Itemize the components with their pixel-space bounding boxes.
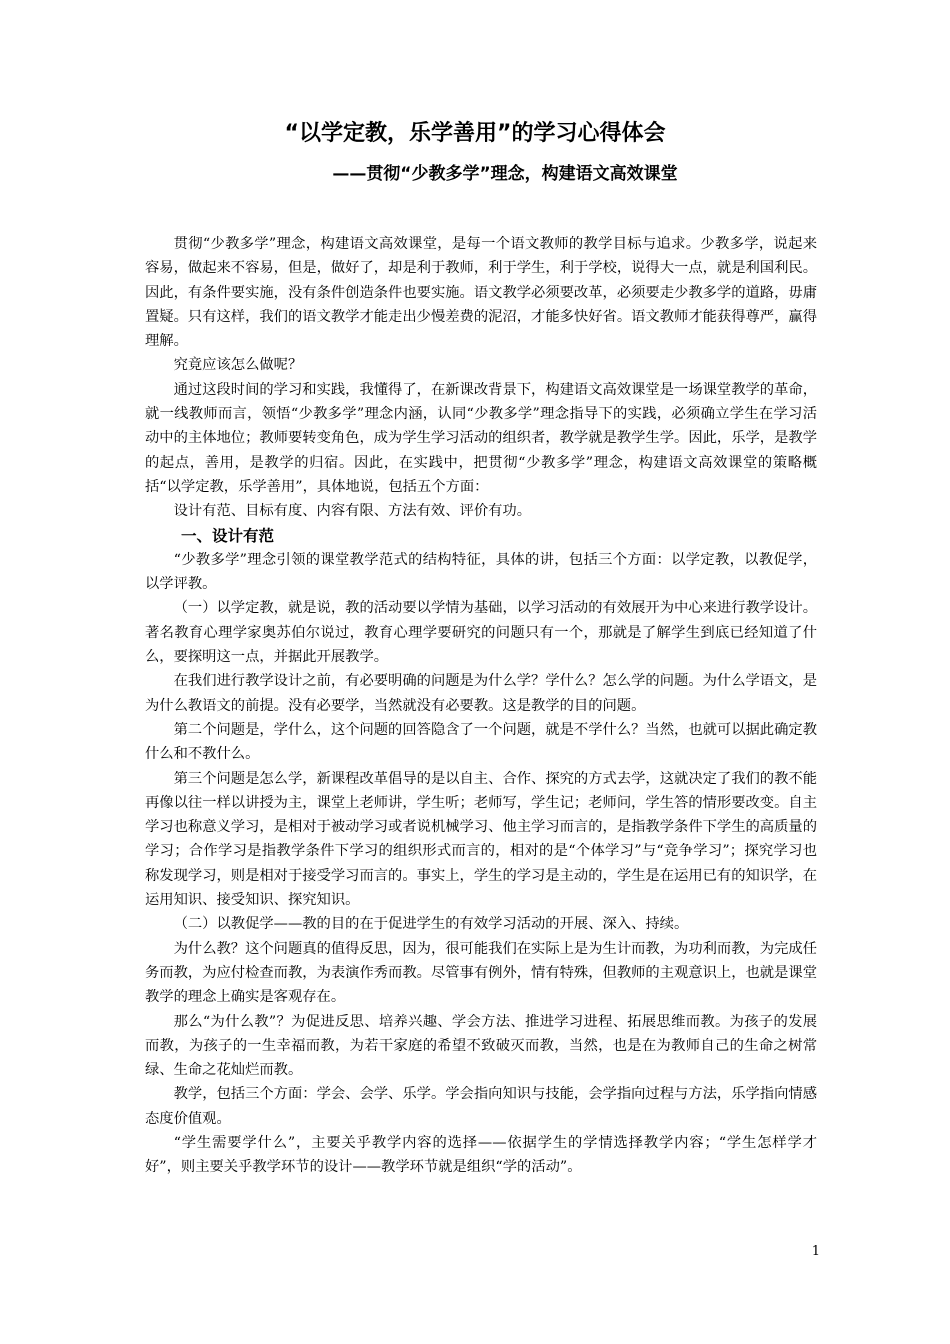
paragraph: 在我们进行教学设计之前，有必要明确的问题是为什么学？学什么？怎么学的问题。为什么学语文，是为什么教语文的前提。没有必要学，当然就没有必要教。这是教学的目的问题。 [145, 673, 817, 714]
paragraph: 究竟应该怎么做呢？ [173, 357, 303, 374]
paragraph: “学生需要学什么”，主要关乎教学内容的选择——依据学生的学情选择教学内容；“学生怎样学才好”，则主要关乎教学环节的设计——教学环节就是组织“学的活动”。 [145, 1134, 817, 1176]
document-title: “以学定教，乐学善用”的学习心得体会 [284, 121, 666, 146]
paragraph: 教学，包括三个方面：学会、会学、乐学。学会指向知识与技能，会学指向过程与方法，乐学指向情感态度价值观。 [145, 1086, 817, 1127]
paragraph: “少教多学”理念引领的课堂教学范式的结构特征，具体的讲，包括三个方面：以学定教，以教促学，以学评教。 [145, 551, 817, 593]
page-number: 1 [811, 1244, 820, 1259]
document-subtitle: ——贯彻“少教多学”理念，构建语文高效课堂 [332, 164, 678, 184]
paragraph: 通过这段时间的学习和实践，我懂得了，在新课改背景下，构建语文高效课堂是一场课堂教学的革命，就一线教师而言，领悟“少教多学”理念内涵，认同“少教多学”理念指导下的实践，必须确立学生在学习活动中的主体地位；教师要转变角色，成为学生学习活动的组织者，教学就是教学生学。因此，乐学，是教学的起点，善用，是教学的归宿。因此，在实践中，把贯彻“少教多学”理念，构建语文高效课堂的策略概括“以学定教，乐学善用”，具体地说，包括五个方面： [145, 381, 817, 495]
paragraph: 第三个问题是怎么学，新课程改革倡导的是以自主、合作、探究的方式去学，这就决定了我们的教不能再像以往一样以讲授为主，课堂上老师讲，学生听；老师写，学生记；老师问，学生答的情形要改变。自主学习也称意义学习，是相对于被动学习或者说机械学习、他主学习而言的，是指教学条件下学生的高质量的学习；合作学习是指教学条件下学习的组织形式而言的，相对的是“个体学习”与“竞争学习”；探究学习也称发现学习，则是相对于接受学习而言的。事实上，学生的学习是主动的，学生是在运用已有的知识学，在运用知识、接受知识、探究知识。 [145, 770, 817, 909]
paragraph: （一）以学定教，就是说，教的活动要以学情为基础，以学习活动的有效展开为中心来进行教学设计。著名教育心理学家奥苏伯尔说过，教育心理学要研究的问题只有一个，那就是了解学生到底已经知道了什么，要探明这一点，并据此开展教学。 [145, 600, 817, 666]
paragraph: 第二个问题是，学什么，这个问题的回答隐含了一个问题，就是不学什么？当然，也就可以据此确定教什么和不教什么。 [145, 721, 817, 763]
section-heading: 一、设计有范 [181, 526, 275, 545]
document-body [145, 232, 817, 1180]
paragraph: 贯彻“少教多学”理念，构建语文高效课堂，是每一个语文教师的教学目标与追求。少教多学，说起来容易，做起来不容易，但是，做好了，却是利于教师，利于学生，利于学校，说得大一点，就是利国利民。因此，有条件要实施，没有条件创造条件也要实施。语文教学必须要改革，必须要走少教多学的道路，毋庸置疑。只有这样，我们的语文教学才能走出少慢差费的泥沼，才能多快好省。语文教师才能获得尊严，赢得理解。 [145, 236, 817, 350]
paragraph: 那么“为什么教”？为促进反思、培养兴趣、学会方法、推进学习进程、拓展思维而教。为孩子的发展而教，为孩子的一生幸福而教，为若干家庭的希望不致破灭而教，当然，也是在为教师自己的生命之树常绿、生命之花灿烂而教。 [145, 1013, 817, 1079]
paragraph: 为什么教？这个问题真的值得反思，因为，很可能我们在实际上是为生计而教，为功利而教，为完成任务而教，为应付检查而教，为表演作秀而教。尽管事有例外，情有特殊，但教师的主观意识上，也就是课堂教学的理念上确实是客观存在。 [145, 940, 817, 1006]
paragraph: 设计有范、目标有度、内容有限、方法有效、评价有功。 [173, 503, 532, 520]
paragraph: （二）以教促学——教的目的在于促进学生的有效学习活动的开展、深入、持续。 [173, 916, 689, 933]
